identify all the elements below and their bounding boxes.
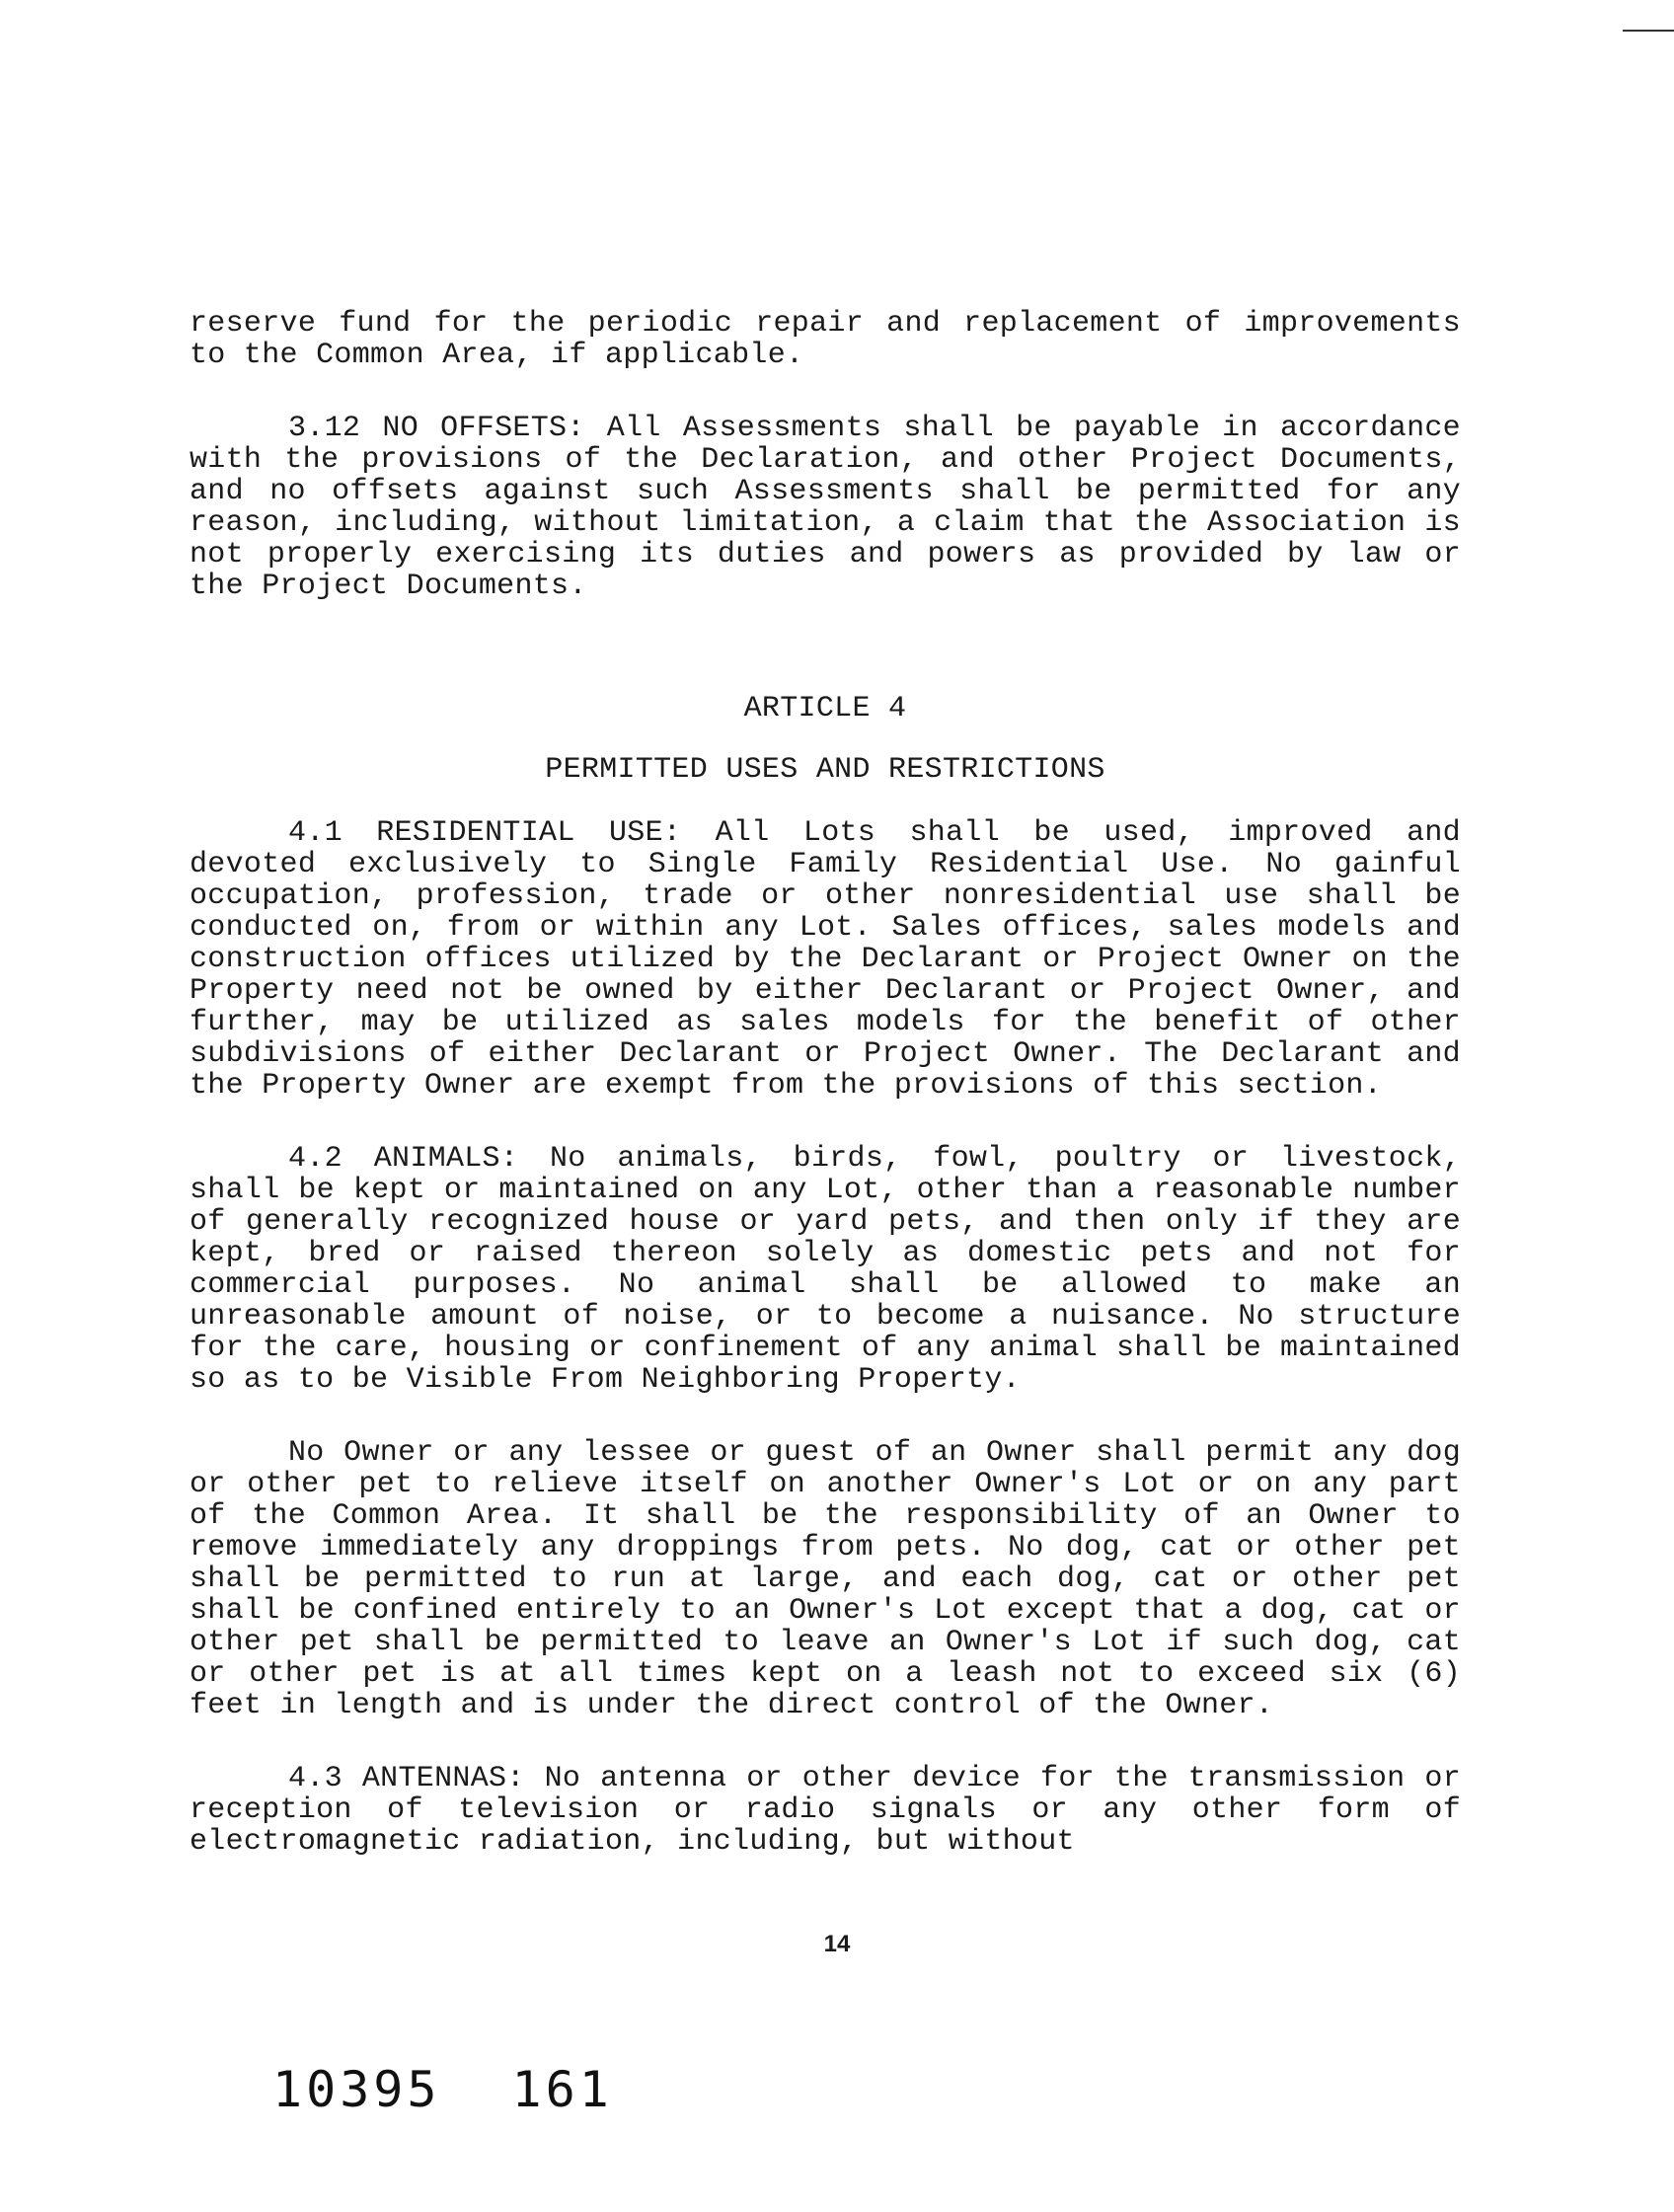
article-subtitle: PERMITTED USES AND RESTRICTIONS xyxy=(545,753,1105,787)
recording-stamp xyxy=(272,2061,613,2118)
article-title: ARTICLE 4 xyxy=(743,692,907,725)
page-number: 14 xyxy=(823,1931,851,1957)
paragraph-reserve-fund: reserve fund for the periodic repair and replacement of improvements to the Common Area, if applicable. xyxy=(190,307,1461,372)
paragraph-residential-use: 4.1 RESIDENTIAL USE: All Lots shall be used, improved and devoted exclusively to Single Family Residential Use. No gainful occupation, profession, trade or other nonresidential use shall be conducted on, from or within any Lot. Sales offices, sales models and construction offices utilized by the Declarant or Project Owner on the Property need not be owned by either Declarant or Project Owner, and further, may be utilized as sales models for the benefit of other subdivisions of either Declarant or Project Owner. The Declarant and the Property Owner are exempt from the provisions of this section. xyxy=(190,816,1461,1103)
recording-book-number: 10395 xyxy=(272,2061,441,2118)
paragraph-no-offsets: 3.12 NO OFFSETS: All Assessments shall be payable in accordance with the provisions of the Declaration, and other Project Documents, and no offsets against such Assessments shall be permitted for any reason, including, without limitation, a claim that the Association is not properly exercising its duties and powers as provided by law or the Project Documents. xyxy=(190,412,1461,603)
document-body xyxy=(190,308,1461,1858)
recording-page-number: 161 xyxy=(511,2061,613,2118)
paragraph-animals: 4.2 ANIMALS: No animals, birds, fowl, poultry or livestock, shall be kept or maintained on any Lot, other than a reasonable number of generally recognized house or yard pets, and then only if they are kept, bred or raised thereon solely as domestic pets and not for commercial purposes. No animal shall be allowed to make an unreasonable amount of noise, or to become a nuisance. No structure for the care, housing or confinement of any animal shall be maintained so as to be Visible From Neighboring Property. xyxy=(190,1142,1461,1397)
scan-edge-mark xyxy=(1623,30,1674,32)
paragraph-pets: No Owner or any lessee or guest of an Owner shall permit any dog or other pet to relieve itself on another Owner's Lot or on any part of the Common Area. It shall be the responsibility of an Owner to remove immediately any droppings from pets. No dog, cat or other pet shall be permitted to run at large, and each dog, cat or other pet shall be confined entirely to an Owner's Lot except that a dog, cat or other pet shall be permitted to leave an Owner's Lot if such dog, cat or other pet is at all times kept on a leash not to exceed six (6) feet in length and is under the direct control of the Owner. xyxy=(190,1436,1461,1722)
paragraph-antennas: 4.3 ANTENNAS: No antenna or other device for the transmission or reception of television or radio signals or any other form of electromagnetic radiation, including, but without xyxy=(190,1762,1461,1859)
